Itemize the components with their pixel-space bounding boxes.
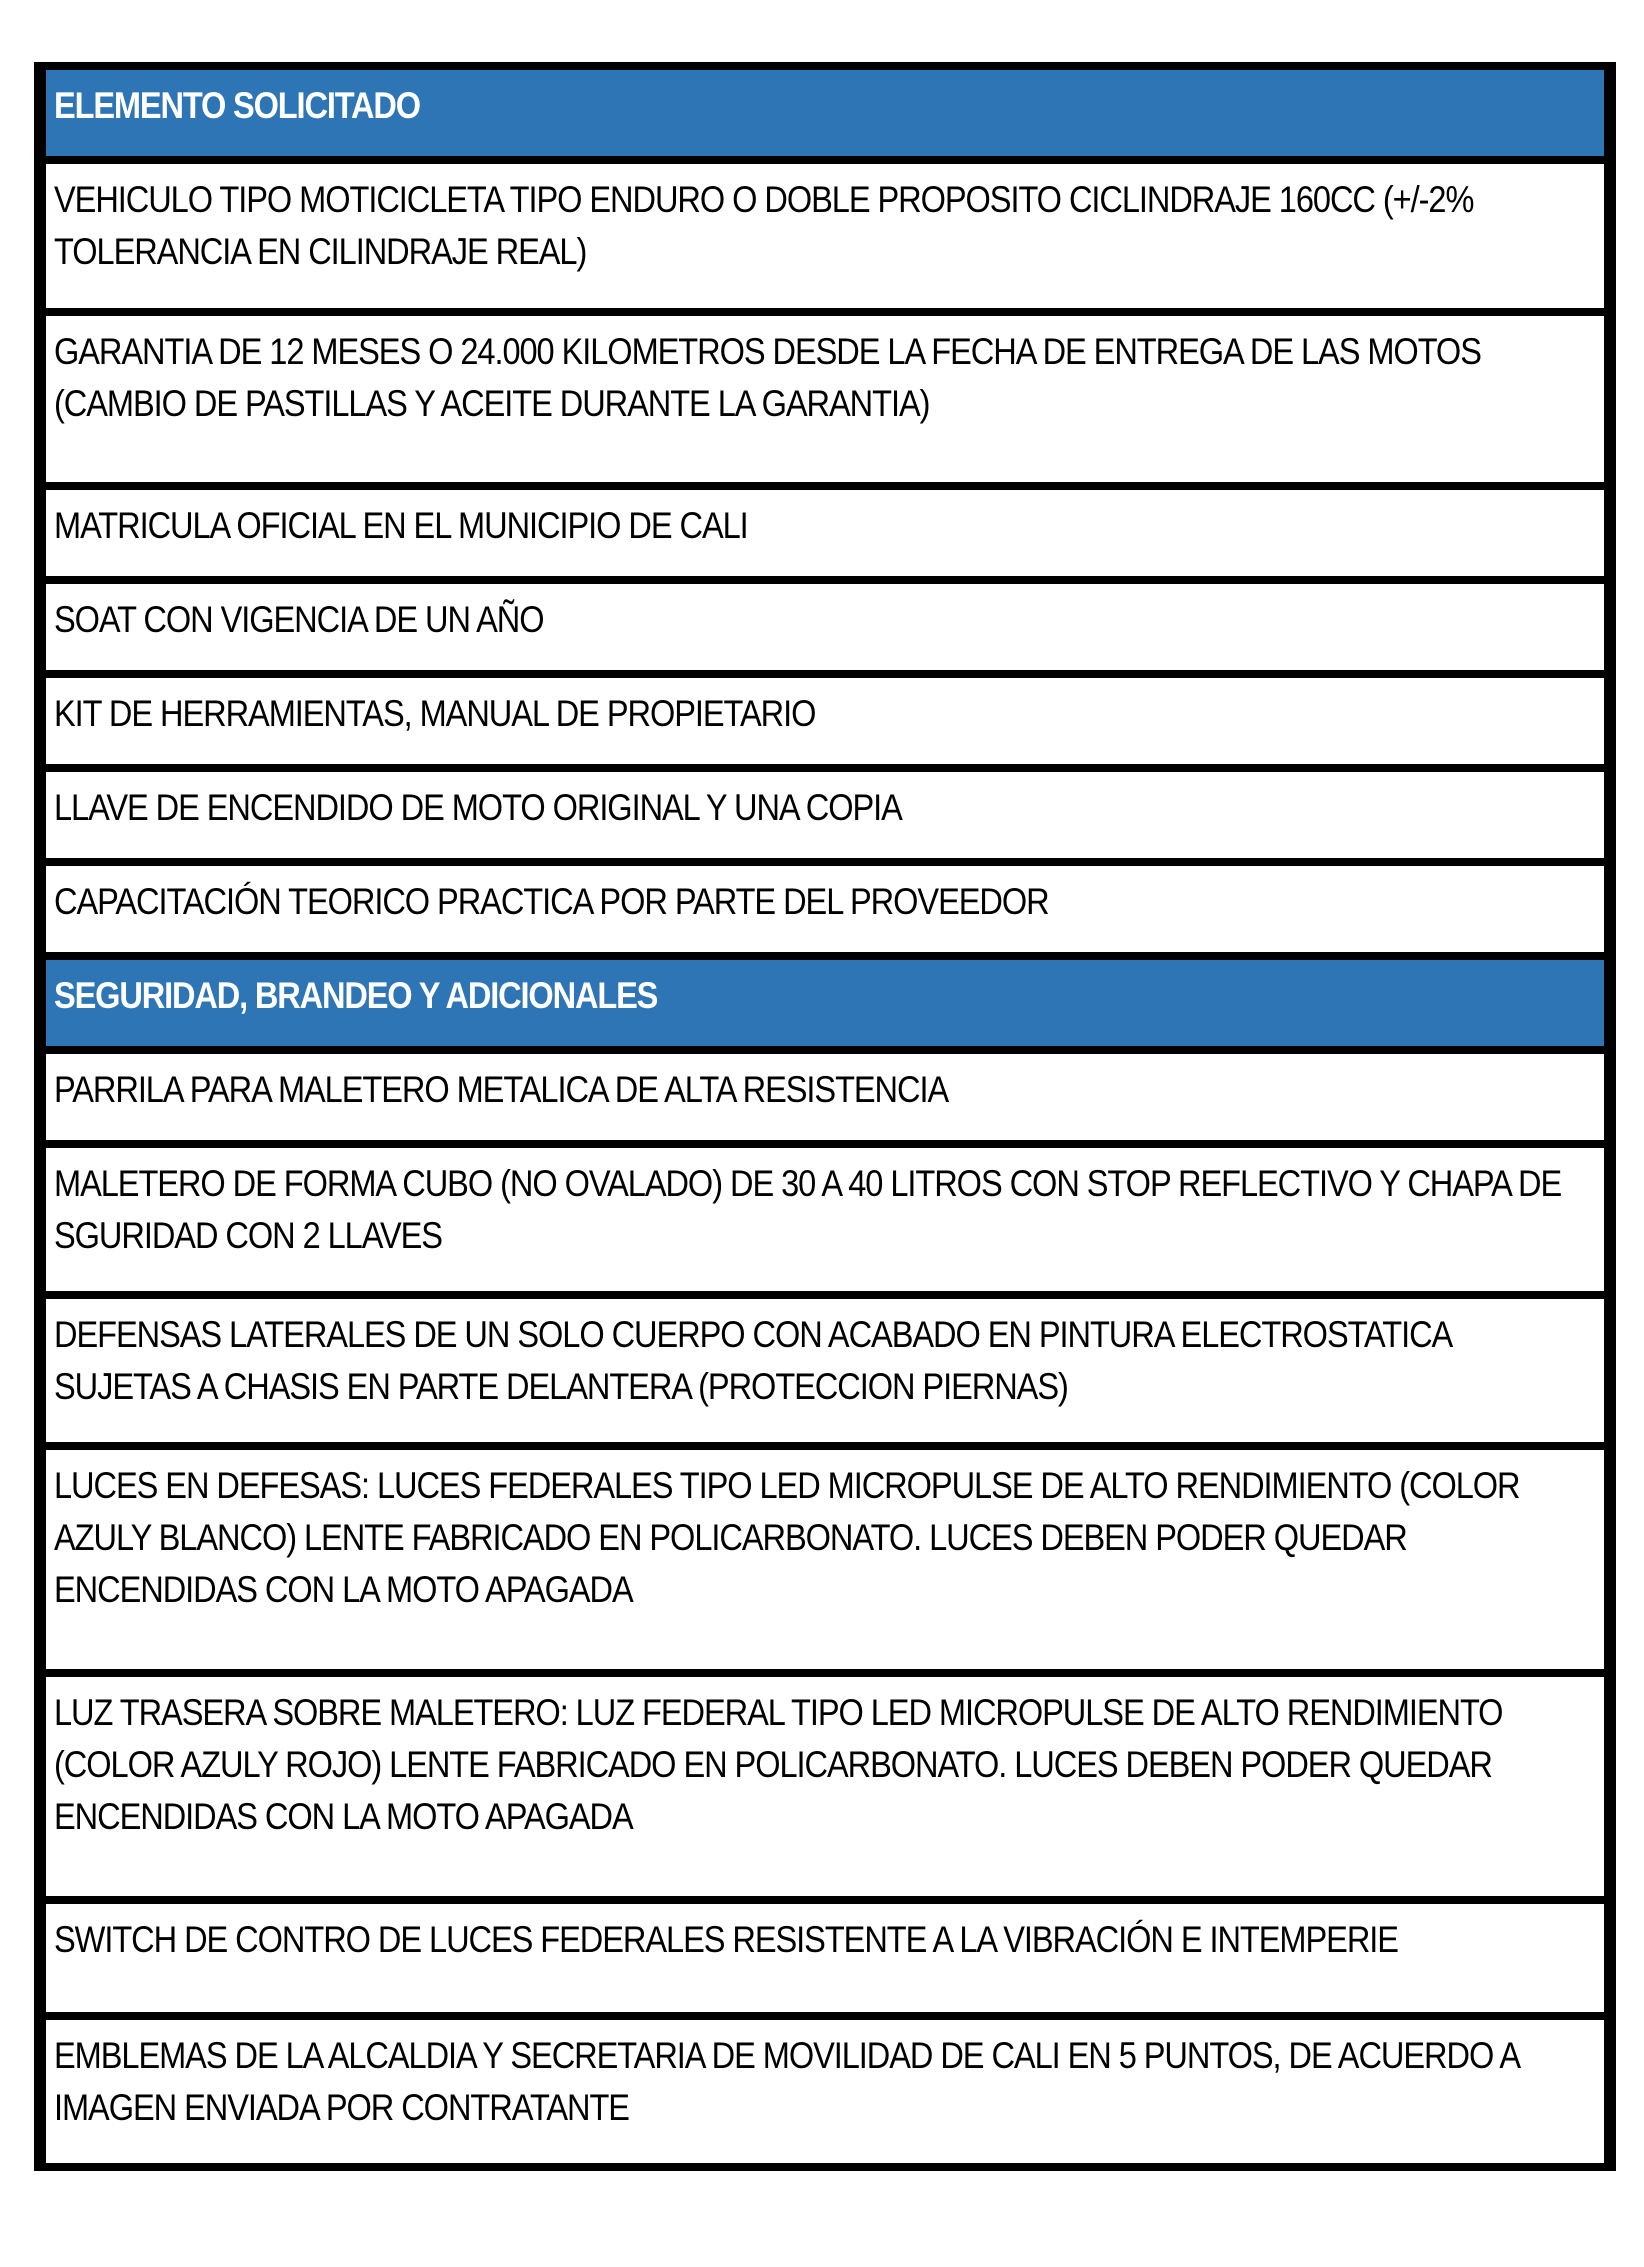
row-text: EMBLEMAS DE LA ALCALDIA Y SECRETARIA DE MOVILIDAD DE CALI EN 5 PUNTOS, DE ACUERDO A IMAGEN ENVIADA POR CONTRATANTE <box>54 2035 1519 2128</box>
row-text: LUZ TRASERA SOBRE MALETERO: LUZ FEDERAL TIPO LED MICROPULSE DE ALTO RENDIMIENTO (COLOR AZULY ROJO) LENTE FABRICADO EN POLICARBONATO. LUCES DEBEN PODER QUEDAR ENCENDIDAS CON LA MOTO APAGADA <box>54 1692 1503 1837</box>
table-row <box>46 316 1604 482</box>
table-row <box>46 1677 1604 1896</box>
table-row <box>46 1299 1604 1442</box>
section-header-label: ELEMENTO SOLICITADO <box>54 85 420 126</box>
row-text: MALETERO DE FORMA CUBO (NO OVALADO) DE 30 A 40 LITROS CON STOP REFLECTIVO Y CHAPA DE SGURIDAD CON 2 LLAVES <box>54 1163 1562 1256</box>
section-header-seguridad <box>46 960 1604 1046</box>
row-text: MATRICULA OFICIAL EN EL MUNICIPIO DE CALI <box>54 505 748 546</box>
table-row <box>46 1450 1604 1669</box>
row-text: LUCES EN DEFESAS: LUCES FEDERALES TIPO LED MICROPULSE DE ALTO RENDIMIENTO (COLOR AZULY BLANCO) LENTE FABRICADO EN POLICARBONATO. LUCES DEBEN PODER QUEDAR ENCENDIDAS CON LA MOTO APAGADA <box>54 1465 1520 1610</box>
section-header-elemento-solicitado <box>46 70 1604 156</box>
table-row <box>46 490 1604 576</box>
row-text: SOAT CON VIGENCIA DE UN AÑO <box>54 599 544 640</box>
table-row <box>46 164 1604 308</box>
table-row <box>46 866 1604 952</box>
row-text: GARANTIA DE 12 MESES O 24.000 KILOMETROS DESDE LA FECHA DE ENTREGA DE LAS MOTOS (CAMBIO DE PASTILLAS Y ACEITE DURANTE LA GARANTIA) <box>54 331 1481 424</box>
section-header-label: SEGURIDAD, BRANDEO Y ADICIONALES <box>54 975 658 1016</box>
row-text: SWITCH DE CONTRO DE LUCES FEDERALES RESISTENTE A LA VIBRACIÓN E INTEMPERIE <box>54 1919 1398 1960</box>
row-text: PARRILA PARA MALETERO METALICA DE ALTA RESISTENCIA <box>54 1069 949 1110</box>
row-text: KIT DE HERRAMIENTAS, MANUAL DE PROPIETARIO <box>54 693 816 734</box>
row-text: CAPACITACIÓN TEORICO PRACTICA POR PARTE DEL PROVEEDOR <box>54 881 1049 922</box>
requirements-table <box>34 62 1616 2171</box>
row-text: DEFENSAS LATERALES DE UN SOLO CUERPO CON ACABADO EN PINTURA ELECTROSTATICA SUJETAS A CHASIS EN PARTE DELANTERA (PROTECCION PIERNAS) <box>54 1314 1451 1407</box>
table-row <box>46 1054 1604 1140</box>
table-row <box>46 1148 1604 1291</box>
table-row <box>46 584 1604 670</box>
table-row <box>46 2020 1604 2163</box>
row-text: LLAVE DE ENCENDIDO DE MOTO ORIGINAL Y UNA COPIA <box>54 787 902 828</box>
table-row <box>46 772 1604 858</box>
table-row <box>46 678 1604 764</box>
table-row <box>46 1904 1604 2012</box>
row-text: VEHICULO TIPO MOTICICLETA TIPO ENDURO O DOBLE PROPOSITO CICLINDRAJE 160CC (+/-2% TOLERANCIA EN CILINDRAJE REAL) <box>54 179 1474 272</box>
